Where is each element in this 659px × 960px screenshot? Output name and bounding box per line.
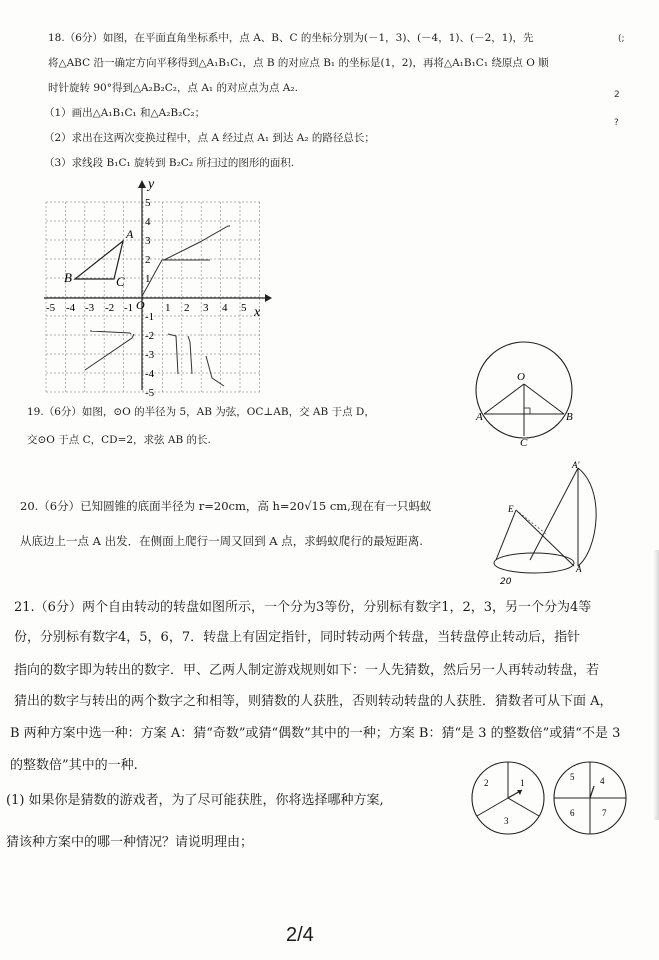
q18-subquestion-2: （2）求出在这两次变换过程中，点 A 经过点 A₁ 到达 A₂ 的路径总长； [44, 132, 375, 144]
q18-text-line3: 时针旋转 90°得到△A₂B₂C₂，点 A₁ 的对应点为点 A₂. [48, 82, 298, 94]
spinner-four-sectors [552, 760, 632, 840]
y-axis-label: y [148, 177, 155, 192]
q21-text-line6: 的整数倍”其中的一种. [10, 758, 138, 773]
a-prime-label: A' [572, 460, 580, 470]
x-tick-label: -2 [105, 302, 115, 314]
x-axis-label: x [254, 305, 261, 320]
q21-text-line2: 份，分别标有数字4，5，6，7．转盘上有固定指针，同时转动两个转盘，当转盘停止转动后，指针 [14, 630, 581, 645]
y-tick-label: 2 [145, 254, 151, 266]
q21-subquestion-1: (1) 如果你是猜数的游戏者，为了尽可能获胜，你将选择哪种方案, [6, 793, 384, 808]
q18-text-line2: 将△ABC 沿一确定方向平移得到△A₁B₁C₁，点 B 的对应点 B₁ 的坐标是(1，2)，再将△A₁B₁C₁ 绕原点 O 顺 [48, 57, 549, 69]
y-tick-label: -2 [145, 330, 155, 342]
q21-text-line3: 指向的数字即为转出的数字．甲、乙两人制定游戏规则如下：一人先猜数，然后另一人再转动转盘，若 [14, 663, 600, 678]
x-tick-label: 4 [222, 302, 228, 314]
origin-label: O [136, 298, 145, 312]
scan-edge-shadow [653, 550, 659, 820]
q18-subquestion-3: （3）求线段 B₁C₁ 旋转到 B₂C₂ 所扫过的图形的面积. [44, 157, 295, 169]
axes [44, 180, 272, 390]
point-b-label: B [64, 270, 72, 285]
q18-subquestion-1: （1）画出△A₁B₁C₁ 和△A₂B₂C₂； [44, 107, 206, 119]
y-tick-label: 1 [145, 273, 151, 285]
chord-b-label: B [566, 411, 573, 423]
center-o-label: O [517, 371, 525, 383]
cone-figure [486, 460, 606, 585]
y-tick-label: 3 [145, 235, 151, 247]
x-tick-label: 5 [241, 302, 247, 314]
margin-mark-3: ? [614, 118, 619, 128]
y-tick-label: 4 [145, 216, 151, 228]
q21-text-line1: 21.（6分）两个自由转动的转盘如图所示，一个分为3等份，分别标有数字1，2，3，另一个分为4等 [14, 600, 592, 615]
y-tick-label: -1 [145, 311, 155, 323]
spinner1-number: 3 [504, 816, 509, 826]
a-label: A [576, 564, 582, 574]
spinner2-number: 7 [602, 808, 607, 818]
spinner1-number: 1 [520, 778, 525, 788]
spinner2-number: 5 [570, 772, 575, 782]
x-tick-label: 1 [165, 302, 171, 314]
q21-text-line5: B 两种方案中选一种：方案 A：猜“奇数”或猜“偶数”其中的一种；方案 B：猜“是 3 的整数倍”或猜“不是 3 [10, 726, 621, 741]
y-tick-label: -3 [145, 349, 155, 361]
point-a-label: A [126, 227, 134, 241]
q21-text-line4: 猜出的数字与转出的两个数字之和相等，则猜数的人获胜，否则转动转盘的人获胜．猜数者可从下面 A， [14, 694, 613, 709]
x-tick-label: -4 [66, 302, 76, 314]
spinner2-number: 4 [600, 776, 605, 786]
margin-mark-2: 2 [614, 90, 620, 100]
spinner2-number: 6 [570, 808, 575, 818]
x-tick-label: 3 [203, 302, 209, 314]
point-c-label: C [116, 274, 125, 289]
y-tick-label: -5 [145, 387, 155, 399]
chord-a-label: A [476, 411, 483, 423]
q21-subquestion-1-cont: 猜该种方案中的哪一种情况？请说明理由； [6, 835, 254, 850]
x-tick-label: -5 [46, 302, 56, 314]
point-c-label: C [520, 437, 528, 449]
x-tick-label: 2 [184, 302, 190, 314]
page-number: 2/4 [286, 924, 314, 946]
x-tick-label: -1 [124, 302, 134, 314]
q20-text-line1: 20.（6分）已知圆锥的底面半径为 r=20cm，高 h=20√15 cm,现在有一只蚂蚁 [20, 499, 432, 513]
circle-chord-figure [472, 338, 582, 448]
q19-text-line1: 19.（6分）如图，⊙O 的半径为 5，AB 为弦，OC⊥AB，交 AB 于点 D， [27, 406, 375, 418]
spinner1-number: 2 [484, 778, 489, 788]
q20-text-line2: 从底边上一点 A 出发．在侧面上爬行一周又回到 A 点，求蚂蚁爬行的最短距离. [20, 534, 423, 548]
y-tick-label: -4 [145, 368, 155, 380]
y-tick-label: 5 [145, 197, 151, 209]
q19-text-line2: 交⊙O 于点 C，CD=2，求弦 AB 的长. [27, 434, 211, 446]
spinner-three-sectors [470, 760, 550, 840]
grid-lines [46, 202, 260, 392]
margin-mark-1: (; [618, 34, 625, 44]
x-tick-label: -3 [85, 302, 95, 314]
e-label: E [508, 504, 514, 514]
handwritten-radius: 20 [500, 577, 512, 587]
q18-text-line1: 18.（6分）如图，在平面直角坐标系中，点 A、B、C 的坐标分别为(－1，3)、(－4，1)、(－2，1)，先 [48, 32, 534, 44]
coordinate-grid-figure [40, 178, 270, 398]
